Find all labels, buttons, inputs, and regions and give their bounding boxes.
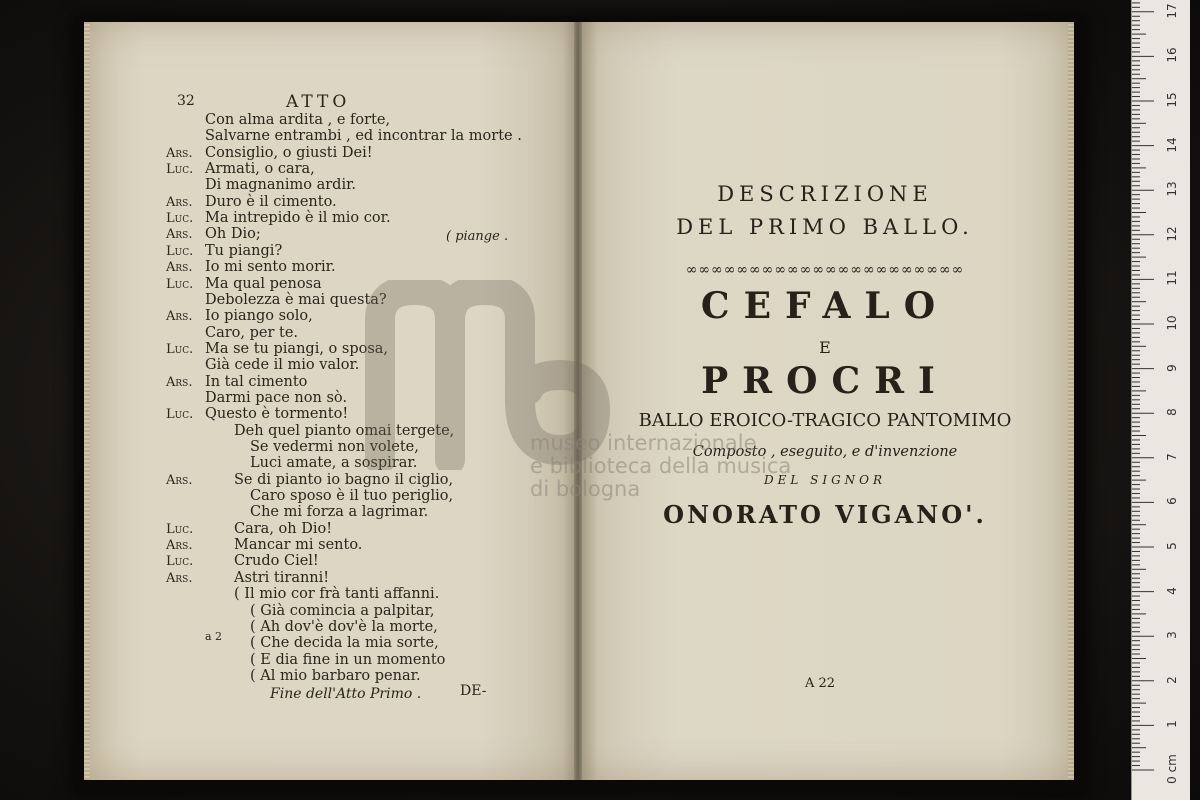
verse-line: Darmi pace non sò. — [205, 389, 347, 406]
speaker-label: Ars. — [166, 227, 193, 243]
heading-descrizione: DESCRIZIONE — [717, 182, 933, 206]
heading-primo-ballo: DEL PRIMO BALLO. — [676, 215, 974, 239]
ruler-number: 16 — [1165, 47, 1179, 64]
stage-direction: ( piange . — [446, 229, 509, 244]
speaker-label: Ars. — [166, 472, 193, 488]
verse-line: Questo è tormento! — [205, 406, 349, 423]
verse-line: In tal cimento — [205, 373, 308, 390]
signature-mark: a 2 — [205, 630, 223, 643]
verse-line: Che mi forza a lagrimar. — [250, 504, 429, 521]
ruler-number: 1 — [1165, 720, 1179, 729]
verse-line: Di magnanimo ardir. — [205, 177, 357, 194]
verse-line: Crudo Ciel! — [234, 553, 319, 570]
ruler-number: 6 — [1165, 497, 1179, 506]
verse-line: Se vedermi non volete, — [250, 439, 419, 455]
verse-line: Oh Dio; — [205, 226, 261, 243]
verse-line: ( Ah dov'è dov'è la morte, — [250, 618, 438, 635]
credit-del-signor: DEL SIGNOR — [763, 473, 887, 487]
verse-line: Già cede il mio valor. — [205, 357, 360, 374]
credit-line: Composto , eseguito, e d'invenzione — [692, 444, 958, 460]
speaker-label: Ars. — [166, 145, 193, 161]
ruler-number: 3 — [1165, 631, 1179, 640]
measurement-ruler — [1131, 0, 1190, 800]
speaker-label: Luc. — [166, 162, 194, 178]
ruler-number: 10 — [1165, 315, 1179, 331]
verse-line: ( Che decida la mia sorte, — [250, 635, 439, 652]
subtitle: BALLO EROICO-TRAGICO PANTOMIMO — [638, 410, 1012, 431]
ruler-number: 4 — [1165, 586, 1179, 595]
author-name: ONORATO VIGANO'. — [663, 500, 987, 529]
ornament-rule: ∞∞∞∞∞∞∞∞∞∞∞∞∞∞∞∞∞∞∞∞∞∞ — [685, 262, 965, 278]
verse-line: Ma qual penosa — [205, 275, 322, 292]
speaker-label: Luc. — [166, 554, 194, 570]
speaker-label: Ars. — [166, 309, 193, 325]
verse-line: Io mi sento morir. — [205, 259, 336, 276]
speaker-label: Ars. — [166, 538, 193, 554]
title-cefalo: CEFALO — [700, 285, 950, 327]
left-page-edge — [84, 22, 90, 780]
speaker-label: Luc. — [166, 276, 194, 292]
speaker-label: Luc. — [166, 407, 194, 423]
ruler-number: 11 — [1165, 270, 1179, 287]
ruler-number: 8 — [1165, 408, 1179, 417]
verse-line: Luci amate, a sospirar. — [250, 455, 418, 472]
verse-line: Consiglio, o giusti Dei! — [205, 144, 373, 161]
verse-line: Cara, oh Dio! — [234, 520, 333, 537]
speaker-label: Ars. — [166, 194, 193, 210]
verse-line: Deh quel pianto omai tergete, — [234, 422, 455, 439]
ruler-number: 2 — [1165, 675, 1179, 684]
watermark-line-3: di bologna — [530, 477, 641, 501]
verse-line: Con alma ardita , e forte, — [205, 112, 391, 128]
ruler-number: 13 — [1165, 181, 1179, 197]
ruler-number: 15 — [1165, 92, 1179, 108]
speaker-label: Ars. — [166, 374, 193, 390]
page-number: 32 — [177, 93, 195, 109]
running-head: ATTO — [286, 92, 351, 112]
speaker-label: Luc. — [166, 341, 194, 357]
right-page-edge — [1068, 22, 1074, 780]
title-procri: PROCRI — [701, 360, 949, 402]
ruler-number: 7 — [1165, 452, 1179, 461]
ruler-number: 17 — [1165, 3, 1179, 19]
speaker-label: Luc. — [166, 243, 194, 259]
verse-line: Debolezza è mai questa? — [205, 291, 387, 308]
speaker-label: Luc. — [166, 211, 194, 227]
ruler-number: 0 cm — [1165, 754, 1179, 784]
verse-line: Mancar mi sento. — [234, 537, 363, 554]
verse-line: Salvarne entrambi , ed incontrar la morte . — [205, 128, 522, 145]
title-conjunction: E — [819, 338, 831, 357]
ruler-ticks — [1132, 0, 1190, 800]
verse-line: Caro sposo è il tuo periglio, — [250, 488, 454, 505]
ruler-number: 12 — [1165, 226, 1179, 242]
ruler-number: 9 — [1165, 363, 1179, 372]
ruler-number: 5 — [1165, 542, 1179, 550]
verse-line: Armati, o cara, — [205, 161, 315, 178]
watermark-line-2: e biblioteca della musica — [530, 454, 792, 478]
catchword: DE- — [460, 683, 487, 699]
ruler-number: 14 — [1165, 136, 1179, 153]
verse-line: ( E dia fine in un momento — [250, 651, 446, 668]
verse-line: Caro, per te. — [205, 324, 299, 341]
speaker-label: Ars. — [166, 260, 193, 276]
verse-line: Astri tiranni! — [234, 569, 330, 586]
verse-line: ( Al mio barbaro penar. — [250, 667, 421, 684]
speaker-label: Ars. — [166, 570, 193, 586]
speaker-label: Luc. — [166, 521, 194, 537]
verse-line: ( Già comincia a palpitar, — [250, 602, 435, 619]
page-signature: A 22 — [804, 676, 836, 691]
watermark-line-1: museo internazionale — [530, 431, 757, 455]
verse-line: Duro è il cimento. — [205, 193, 337, 210]
verse-line: Tu piangi? — [205, 242, 283, 259]
verse-line: Ma se tu piangi, o sposa, — [205, 340, 389, 357]
verse-line: ( Il mio cor frà tanti affanni. — [234, 586, 440, 603]
verse-line: Se di pianto io bagno il ciglio, — [234, 471, 454, 488]
verse-line: Io piango solo, — [205, 308, 313, 325]
verse-line: Ma intrepido è il mio cor. — [205, 210, 391, 227]
act-end-text: Fine dell'Atto Primo . — [270, 686, 422, 702]
